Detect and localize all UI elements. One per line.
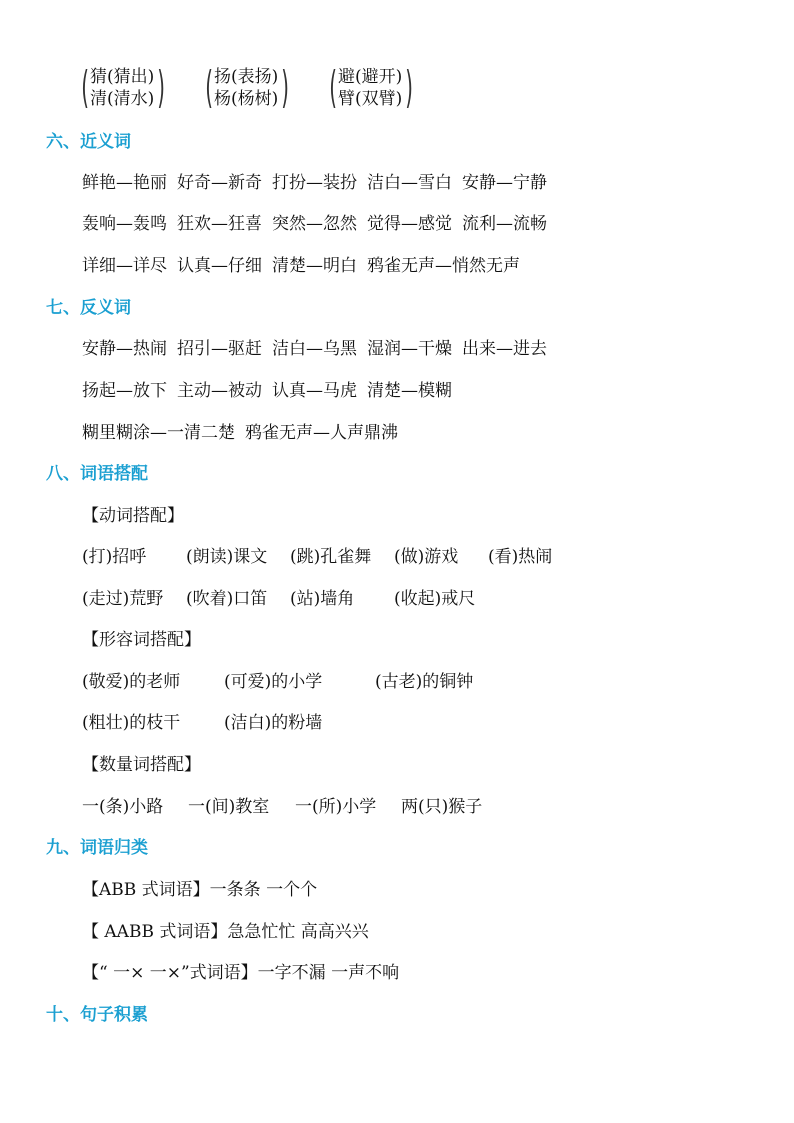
right-brace: ) — [405, 62, 414, 113]
collocation: 一(间)教室 — [188, 797, 270, 817]
word-pair: 详细—详尽 — [82, 256, 167, 276]
word-pair: 洁白—雪白 — [367, 173, 452, 193]
word-group-3 — [326, 64, 414, 112]
word-pair: 鲜艳—艳丽 — [82, 173, 167, 193]
left-brace: ( — [81, 62, 90, 113]
collocation: (粗壮)的枝干 — [82, 713, 181, 733]
collocation-line — [82, 796, 482, 818]
word-pair: 突然—忽然 — [272, 214, 357, 234]
collocation: (敬爱)的老师 — [82, 672, 181, 692]
group-row: 清(清水) — [90, 89, 155, 109]
group-row: 臂(双臂) — [338, 89, 403, 109]
synonym-line — [82, 255, 520, 277]
right-brace: ) — [157, 62, 166, 113]
quantifier-label: 【数量词搭配】 — [82, 755, 201, 775]
category-line: 【ABB 式词语】一条条 一个个 — [82, 880, 318, 900]
left-brace: ( — [205, 62, 214, 113]
group-row: 杨(杨树) — [214, 89, 279, 109]
collocation: (跳)孔雀舞 — [290, 547, 372, 567]
collocation: 一(条)小路 — [82, 797, 164, 817]
word-pair: 洁白—乌黑 — [272, 339, 357, 359]
collocation-line — [82, 546, 552, 568]
word-pair: 安静—宁静 — [462, 173, 547, 193]
group-row: 猜(猜出) — [90, 67, 155, 87]
word-pair: 出来—进去 — [462, 339, 547, 359]
antonym-line — [82, 338, 547, 360]
word-pair: 流利—流畅 — [462, 214, 547, 234]
antonym-line — [82, 422, 398, 444]
word-pair: 鸦雀无声—人声鼎沸 — [245, 423, 398, 443]
word-pair: 鸦雀无声—悄然无声 — [367, 256, 520, 276]
collocation: (站)墙角 — [290, 589, 355, 609]
word-pair: 狂欢—狂喜 — [177, 214, 262, 234]
collocation: (打)招呼 — [82, 547, 147, 567]
section-heading: 七、反义词 — [46, 298, 131, 318]
verb-label: 【动词搭配】 — [82, 506, 184, 526]
word-pair: 认真—马虎 — [272, 381, 357, 401]
collocation: 一(所)小学 — [295, 797, 377, 817]
collocation-line — [82, 671, 473, 693]
section-heading: 八、词语搭配 — [46, 464, 148, 484]
word-pair: 扬起—放下 — [82, 381, 167, 401]
group-row: 扬(表扬) — [214, 67, 279, 87]
word-pair: 轰响—轰鸣 — [82, 214, 167, 234]
section-heading: 九、词语归类 — [46, 838, 148, 858]
collocation: (可爱)的小学 — [224, 672, 323, 692]
word-pair: 主动—被动 — [177, 381, 262, 401]
collocation: (走过)荒野 — [82, 589, 164, 609]
word-pair: 好奇—新奇 — [177, 173, 262, 193]
collocation: (吹着)口笛 — [186, 589, 268, 609]
collocation: 两(只)猴子 — [401, 797, 483, 817]
word-pair: 安静—热闹 — [82, 339, 167, 359]
word-pair: 清楚—模糊 — [367, 381, 452, 401]
category-line: 【“ 一× 一×”式词语】一字不漏 一声不响 — [82, 963, 400, 983]
right-brace: ) — [281, 62, 290, 113]
word-pair: 觉得—感觉 — [367, 214, 452, 234]
collocation: (朗读)课文 — [186, 547, 268, 567]
antonym-line — [82, 380, 452, 402]
word-pair: 清楚—明白 — [272, 256, 357, 276]
word-group-2 — [202, 64, 290, 112]
word-group-1 — [78, 64, 166, 112]
collocation-line — [82, 588, 475, 610]
group-row: 避(避开) — [338, 67, 403, 87]
word-pair: 糊里糊涂—一清二楚 — [82, 423, 235, 443]
collocation: (洁白)的粉墙 — [224, 713, 323, 733]
word-pair: 湿润—干燥 — [367, 339, 452, 359]
word-pair: 招引—驱赶 — [177, 339, 262, 359]
synonym-line — [82, 213, 547, 235]
section-heading: 六、近义词 — [46, 132, 131, 152]
word-pair: 认真—仔细 — [177, 256, 262, 276]
section-heading: 十、句子积累 — [46, 1005, 148, 1025]
collocation-line — [82, 712, 322, 734]
word-pair: 打扮—装扮 — [272, 173, 357, 193]
adjective-label: 【形容词搭配】 — [82, 630, 201, 650]
collocation: (看)热闹 — [488, 547, 553, 567]
collocation: (收起)戒尺 — [394, 589, 476, 609]
category-line: 【 AABB 式词语】急急忙忙 高高兴兴 — [82, 922, 369, 942]
synonym-line — [82, 172, 547, 194]
left-brace: ( — [329, 62, 338, 113]
collocation: (古老)的铜钟 — [375, 672, 474, 692]
collocation: (做)游戏 — [394, 547, 459, 567]
